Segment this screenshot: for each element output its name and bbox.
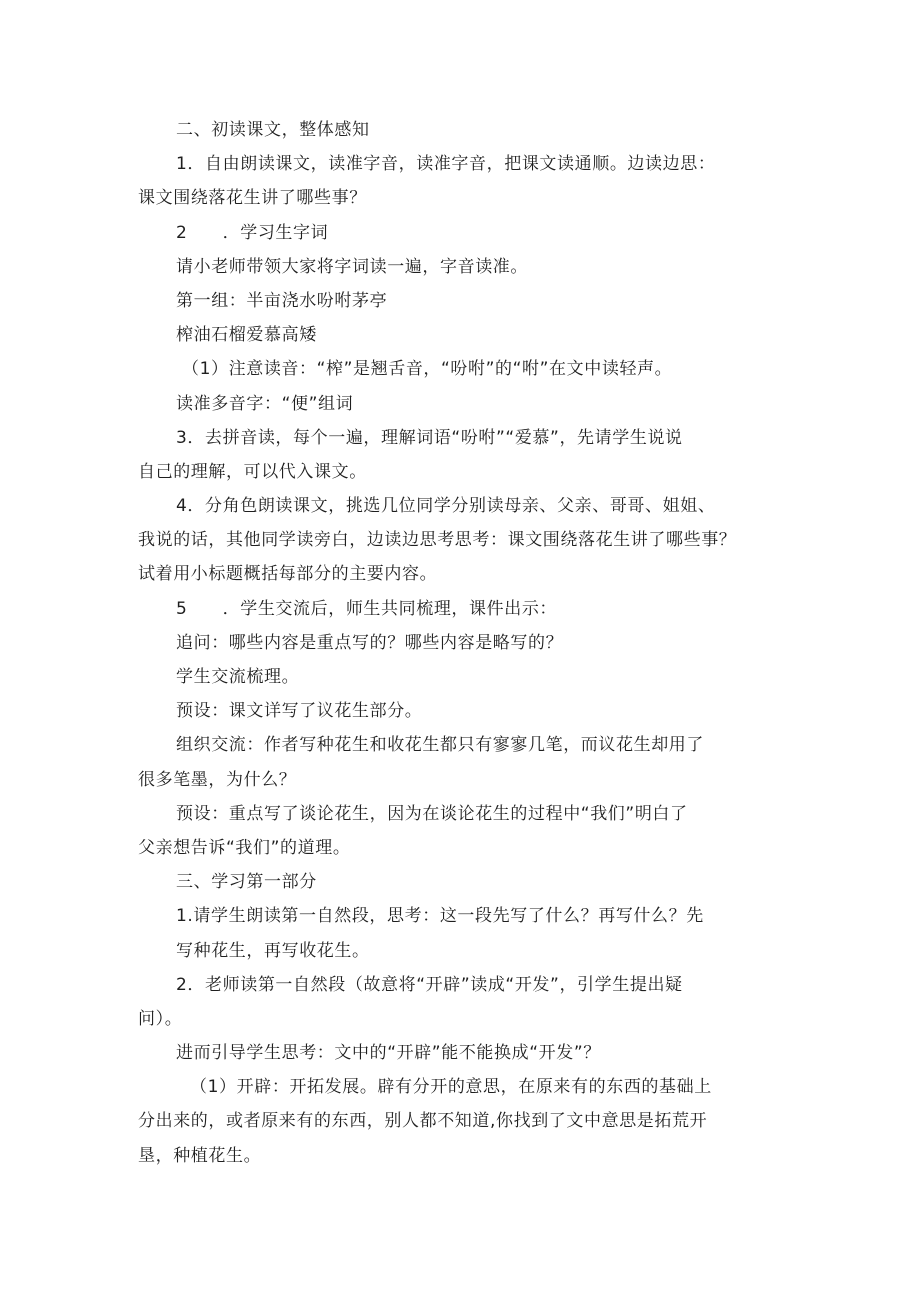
text-line: 请小老师带领大家将字词读一遍，字音读准。 bbox=[176, 256, 528, 277]
text-line: 二、初读课文，整体感知 bbox=[176, 120, 370, 140]
text-line: 垦，种植花生。 bbox=[138, 1145, 262, 1166]
text-line: 父亲想告诉“我们”的道理。 bbox=[138, 837, 351, 858]
text-line: （1）开辟：开拓发展。辟有分开的意思，在原来有的东西的基础上 bbox=[190, 1077, 712, 1098]
text-line: （1）注意读音：“榨”是翘舌音，“吩咐”的“咐”在文中读轻声。 bbox=[182, 359, 673, 380]
text-line: 三、学习第一部分 bbox=[176, 872, 317, 893]
text-line: 3．去拼音读，每个一遍，理解词语“吩咐”“爱慕”，先请学生说说 bbox=[176, 427, 683, 448]
text-line: 自己的理解，可以代入课文。 bbox=[138, 461, 367, 482]
text-line: 第一组：半亩浇水吩咐茅亭 bbox=[176, 290, 388, 311]
text-line: 1．自由朗读课文，读准字音，读准字音，把课文读通顺。边读边思： bbox=[176, 154, 716, 175]
text-line: 预设：重点写了谈论花生，因为在谈论花生的过程中“我们”明白了 bbox=[176, 803, 688, 824]
document-body bbox=[138, 113, 800, 1173]
text-line: 5 ．学生交流后，师生共同梳理，课件出示： bbox=[176, 598, 558, 619]
text-line: 学生交流梳理。 bbox=[176, 667, 300, 687]
text-line: 预设：课文详写了议花生部分。 bbox=[176, 701, 423, 722]
text-line: 组织交流：作者写种花生和收花生都只有寥寥几笔，而议花生却用了 bbox=[176, 735, 704, 756]
text-line: 追问：哪些内容是重点写的？哪些内容是略写的？ bbox=[176, 632, 564, 653]
text-line: 4．分角色朗读课文，挑选几位同学分别读母亲、父亲、哥哥、姐姐、 bbox=[176, 496, 716, 517]
text-line: 试着用小标题概括每部分的主要内容。 bbox=[138, 564, 438, 585]
text-line: 进而引导学生思考：文中的“开辟”能不能换成“开发”？ bbox=[176, 1043, 601, 1064]
text-line: 2．老师读第一自然段（故意将“开辟”读成“开发”，引学生提出疑 bbox=[176, 974, 683, 995]
text-line: 问）。 bbox=[138, 1008, 183, 1029]
text-line: 我说的话，其他同学读旁白，边读边思考思考：课文围绕落花生讲了哪些事？ bbox=[138, 530, 737, 551]
text-line: 2 ．学习生字词 bbox=[176, 222, 329, 243]
text-line: 1.请学生朗读第一自然段，思考：这一段先写了什么？再写什么？先 bbox=[176, 906, 704, 927]
text-line: 很多笔墨，为什么？ bbox=[138, 769, 297, 790]
text-line: 课文围绕落花生讲了哪些事？ bbox=[138, 188, 367, 209]
text-line: 写种花生，再写收花生。 bbox=[176, 940, 370, 961]
text-line: 读准多音字：“便”组词 bbox=[176, 393, 354, 414]
text-line: 分出来的，或者原来有的东西，别人都不知道,你找到了文中意思是拓荒开 bbox=[138, 1111, 708, 1132]
text-line: 榨油石榴爱慕高矮 bbox=[176, 325, 317, 346]
